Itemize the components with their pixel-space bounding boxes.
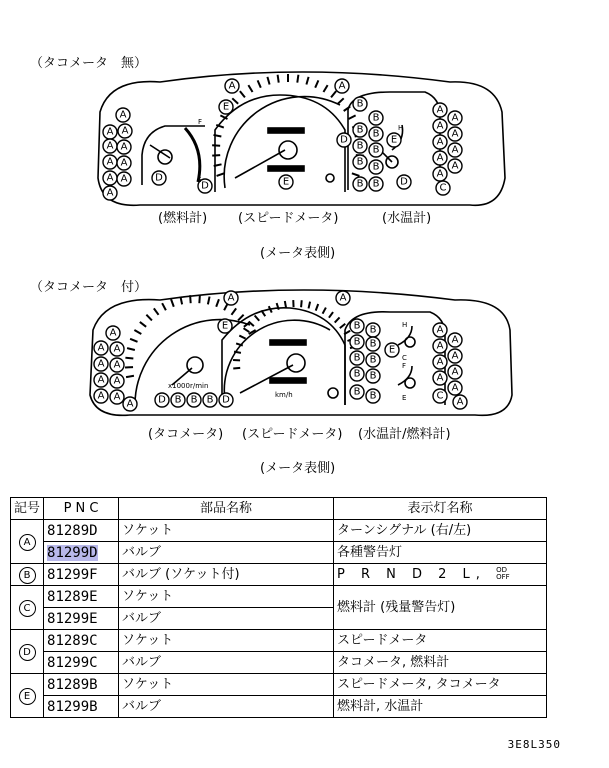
bottom-speedo-dial xyxy=(221,320,330,400)
tacho-tick xyxy=(126,376,134,377)
svg-text:A: A xyxy=(436,136,444,148)
lamp-callout-b xyxy=(369,111,383,125)
lamp-cell: スピードメータ xyxy=(334,630,547,652)
tacho-tick xyxy=(134,330,141,334)
speedometer-label: (スピードメータ) xyxy=(238,211,339,226)
speedo-tick xyxy=(232,98,238,103)
svg-text:D: D xyxy=(201,180,209,192)
speedo-tick xyxy=(269,306,272,312)
svg-text:A: A xyxy=(119,109,127,121)
lamp-callout-a xyxy=(110,358,124,372)
lamp-callout-a xyxy=(433,135,447,149)
speedo-tick xyxy=(297,75,298,83)
lamp-callout-b xyxy=(350,335,364,349)
bottom-temp-C: C xyxy=(402,354,407,362)
speedo-tick xyxy=(278,75,279,83)
lamp-callout-a xyxy=(433,323,447,337)
lamp-callout-a xyxy=(448,365,462,379)
speedo-tick xyxy=(309,302,311,309)
speedo-tick xyxy=(267,77,269,85)
bottom-tacho-dial xyxy=(135,320,250,405)
lamp-callout-a xyxy=(448,349,462,363)
table-row xyxy=(11,630,547,652)
temp-gauge-label: (水温計) xyxy=(382,211,432,226)
svg-text:A: A xyxy=(451,350,459,362)
fuel-gauge-label: (燃料計) xyxy=(158,211,208,226)
top-fuel-F: F xyxy=(198,118,203,126)
speedo-tick xyxy=(258,80,261,87)
lamp-callout-b xyxy=(353,123,367,137)
table-row xyxy=(11,586,547,608)
lamp-callout-a xyxy=(448,111,462,125)
speedo-tick xyxy=(306,77,308,85)
tacho-tick xyxy=(190,295,191,303)
speedo-tick xyxy=(285,301,286,308)
pnc-cell: 81299F xyxy=(44,564,119,586)
svg-text:A: A xyxy=(339,292,347,304)
code-badge: D xyxy=(19,644,36,661)
lamp-callout-b xyxy=(350,367,364,381)
bottom-odometer-2 xyxy=(270,378,306,383)
svg-text:A: A xyxy=(106,140,114,152)
lamp-callout-a xyxy=(94,389,108,403)
part-cell: バルブ xyxy=(119,608,334,630)
lamp-callout-b xyxy=(350,319,364,333)
svg-text:D: D xyxy=(155,172,163,184)
top-fuel-scale xyxy=(185,128,200,182)
lamp-callout-a xyxy=(433,167,447,181)
lamp-callout-d xyxy=(155,393,169,407)
svg-text:A: A xyxy=(121,125,129,137)
svg-text:A: A xyxy=(436,168,444,180)
lamp-callout-a xyxy=(103,171,117,185)
svg-text:A: A xyxy=(436,152,444,164)
svg-text:A: A xyxy=(451,112,459,124)
lamp-callout-b xyxy=(187,393,201,407)
pnc-cell-highlighted[interactable]: 81299D xyxy=(47,544,98,561)
part-cell: バルブ (ソケット付) xyxy=(119,564,334,586)
lamp-callout-b xyxy=(350,351,364,365)
lamp-callout-a xyxy=(448,333,462,347)
svg-text:A: A xyxy=(451,366,459,378)
svg-text:A: A xyxy=(106,156,114,168)
pnc-cell: 81299C xyxy=(44,652,119,674)
svg-text:A: A xyxy=(113,391,121,403)
svg-text:B: B xyxy=(356,98,364,110)
lamp-callout-a xyxy=(225,79,239,93)
svg-text:B: B xyxy=(356,178,364,190)
svg-text:A: A xyxy=(97,390,105,402)
lamp-callout-a xyxy=(103,186,117,200)
svg-text:B: B xyxy=(369,390,377,402)
top-odometer-2 xyxy=(268,166,304,171)
speedo-tick xyxy=(239,336,245,339)
speedo-tick xyxy=(316,304,318,311)
speedo-tick xyxy=(243,328,249,332)
tacho-tick xyxy=(231,308,236,314)
table-row xyxy=(11,652,547,674)
pnc-cell: 81289C xyxy=(44,630,119,652)
lamp-callout-b xyxy=(369,143,383,157)
top-speedo-knob xyxy=(326,174,334,182)
svg-text:B: B xyxy=(206,394,214,406)
svg-text:A: A xyxy=(436,356,444,368)
lamp-cell: 燃料計 (残量警告灯) xyxy=(334,586,547,630)
svg-text:E: E xyxy=(282,176,290,188)
svg-text:A: A xyxy=(97,374,105,386)
parts-table xyxy=(10,497,547,718)
svg-text:A: A xyxy=(106,172,114,184)
lamp-callout-b xyxy=(366,369,380,383)
svg-text:A: A xyxy=(436,324,444,336)
lamp-callout-a xyxy=(336,291,350,305)
svg-text:B: B xyxy=(353,368,361,380)
lamp-cell: タコメータ, 燃料計 xyxy=(334,652,547,674)
lamp-callout-a xyxy=(433,355,447,369)
svg-text:B: B xyxy=(372,128,380,140)
lamp-callout-b xyxy=(366,337,380,351)
lamp-cell: 各種警告灯 xyxy=(334,542,547,564)
tacho-tick xyxy=(125,358,133,359)
speedo-tick xyxy=(335,317,340,322)
speedo-tick xyxy=(217,173,225,176)
lamp-cell: ターンシグナル (右/左) xyxy=(334,520,547,542)
lamp-cell: P R N D 2 L, xyxy=(337,566,486,582)
lamp-callout-d xyxy=(219,393,233,407)
part-cell: ソケット xyxy=(119,630,334,652)
part-cell: バルブ xyxy=(119,652,334,674)
lamp-cell: 燃料計, 水温計 xyxy=(334,696,547,718)
lamp-callout-a xyxy=(433,339,447,353)
lamp-callout-a xyxy=(94,341,108,355)
tacho-tick xyxy=(130,339,137,342)
top-caption: (メータ表側) xyxy=(260,246,336,261)
svg-text:B: B xyxy=(353,352,361,364)
svg-text:B: B xyxy=(353,320,361,332)
top-speedo-needle xyxy=(235,150,285,178)
table-row xyxy=(11,564,547,586)
lamp-callout-a xyxy=(448,143,462,157)
top-temp-H: H xyxy=(398,124,404,132)
svg-text:A: A xyxy=(97,358,105,370)
speedo-tick xyxy=(248,85,252,92)
bottom-odometer-1 xyxy=(270,340,306,345)
svg-text:A: A xyxy=(436,104,444,116)
lamp-callout-a xyxy=(116,108,130,122)
svg-text:D: D xyxy=(222,394,230,406)
tacho-tick xyxy=(171,299,174,307)
lamp-callout-c xyxy=(433,389,447,403)
code-badge: B xyxy=(19,567,36,584)
lamp-callout-a xyxy=(433,151,447,165)
svg-text:A: A xyxy=(451,144,459,156)
table-row xyxy=(11,542,547,564)
lamp-callout-a xyxy=(94,357,108,371)
speedo-tick xyxy=(255,315,260,320)
svg-text:A: A xyxy=(97,342,105,354)
tacho-tick xyxy=(140,322,146,327)
svg-text:E: E xyxy=(388,344,396,356)
svg-text:A: A xyxy=(113,375,121,387)
lamp-callout-a xyxy=(123,397,137,411)
svg-text:A: A xyxy=(113,359,121,371)
lamp-callout-a xyxy=(103,155,117,169)
lamp-callout-b xyxy=(203,393,217,407)
part-cell: バルブ xyxy=(119,696,334,718)
lamp-callout-b xyxy=(171,393,185,407)
lamp-callout-b xyxy=(353,177,367,191)
pnc-cell: 81289E xyxy=(44,586,119,608)
dial-ticks xyxy=(125,74,364,377)
speedo-tick xyxy=(349,115,356,119)
svg-text:B: B xyxy=(372,161,380,173)
top-odometer-1 xyxy=(268,128,304,133)
lamp-cell: スピードメータ, タコメータ xyxy=(334,674,547,696)
bottom-fuel-hub xyxy=(405,378,415,388)
lamp-sub-off: OFF xyxy=(496,573,510,581)
bottom-tacho-hub xyxy=(187,357,203,373)
drawing-code: 3E8L350 xyxy=(507,738,561,751)
table-row xyxy=(11,520,547,542)
lamp-callout-a xyxy=(103,139,117,153)
svg-text:B: B xyxy=(356,140,364,152)
tacho-tick xyxy=(154,308,159,314)
bottom-temp-H: H xyxy=(402,321,408,329)
svg-text:B: B xyxy=(356,156,364,168)
lamp-callout-a xyxy=(103,125,117,139)
lamp-callout-c xyxy=(436,181,450,195)
lamp-callout-d xyxy=(152,171,166,185)
lamp-callout-a xyxy=(433,371,447,385)
svg-text:B: B xyxy=(369,338,377,350)
lamp-callout-a xyxy=(117,172,131,186)
code-badge: E xyxy=(19,688,36,705)
svg-text:D: D xyxy=(340,134,348,146)
svg-text:B: B xyxy=(372,144,380,156)
top-fuel-dial xyxy=(142,126,205,185)
svg-text:C: C xyxy=(436,390,444,402)
svg-text:A: A xyxy=(451,334,459,346)
lamp-callout-a xyxy=(448,127,462,141)
lamp-callout-e xyxy=(387,133,401,147)
code-badge: C xyxy=(19,600,36,617)
svg-text:A: A xyxy=(456,396,464,408)
temp-fuel-label: (水温計/燃料計) xyxy=(358,427,451,442)
bottom-speedo-knob xyxy=(328,388,338,398)
svg-text:E: E xyxy=(390,134,398,146)
speedometer-label-2: (スピードメータ) xyxy=(242,427,343,442)
lamp-callout-d xyxy=(337,133,351,147)
lamp-callout-e xyxy=(218,319,232,333)
speedo-tick xyxy=(323,85,327,92)
lamp-callout-a xyxy=(110,342,124,356)
bottom-fuel-F: F xyxy=(402,362,407,370)
lamp-callout-b xyxy=(366,389,380,403)
code-badge: A xyxy=(19,534,36,551)
lamp-callout-b xyxy=(366,353,380,367)
lamp-callout-e xyxy=(385,343,399,357)
svg-text:B: B xyxy=(356,124,364,136)
lamp-callout-a xyxy=(110,374,124,388)
lamp-callout-e xyxy=(219,100,233,114)
svg-text:A: A xyxy=(436,120,444,132)
svg-text:A: A xyxy=(126,398,134,410)
lamp-callout-b xyxy=(353,155,367,169)
svg-text:D: D xyxy=(400,176,408,188)
lamp-callout-a xyxy=(335,79,349,93)
lamp-callout-e xyxy=(279,175,293,189)
part-cell: バルブ xyxy=(119,542,334,564)
part-cell: ソケット xyxy=(119,586,334,608)
lamp-callout-a xyxy=(94,373,108,387)
pnc-cell: 81299B xyxy=(44,696,119,718)
part-cell: ソケット xyxy=(119,520,334,542)
svg-text:A: A xyxy=(451,382,459,394)
lamp-callout-a xyxy=(117,156,131,170)
lamp-callout-a xyxy=(224,291,238,305)
header-lamp-name: 表示灯名称 xyxy=(334,498,547,520)
pnc-cell: 81289B xyxy=(44,674,119,696)
lamp-callout-a xyxy=(433,103,447,117)
lamp-callout-a xyxy=(448,159,462,173)
lamp-callout-a xyxy=(433,119,447,133)
tacho-tick xyxy=(216,299,219,307)
speedo-tick xyxy=(323,308,326,314)
tachometer-label: (タコメータ) xyxy=(148,427,224,442)
lamp-callout-d xyxy=(397,175,411,189)
svg-text:B: B xyxy=(353,336,361,348)
pnc-cell: 81299E xyxy=(44,608,119,630)
part-cell: ソケット xyxy=(119,674,334,696)
top-title: （タコメータ 無） xyxy=(30,56,148,71)
svg-text:D: D xyxy=(158,394,166,406)
header-pnc: P N C xyxy=(44,498,119,520)
bottom-temp-hub xyxy=(405,337,415,347)
svg-text:A: A xyxy=(436,340,444,352)
tacho-tick xyxy=(162,303,166,310)
lamp-callout-b xyxy=(369,177,383,191)
speedo-tick xyxy=(301,300,302,307)
speedo-tick xyxy=(233,368,240,369)
bottom-fuel-E: E xyxy=(402,394,407,402)
svg-text:A: A xyxy=(120,173,128,185)
bottom-speedo-hub xyxy=(287,354,305,372)
svg-text:B: B xyxy=(369,354,377,366)
lamp-callout-a xyxy=(106,326,120,340)
svg-text:A: A xyxy=(106,126,114,138)
svg-text:A: A xyxy=(120,141,128,153)
lamp-sub-od: OD xyxy=(496,566,507,574)
lamp-callout-a xyxy=(110,390,124,404)
bottom-title: （タコメータ 付） xyxy=(30,280,148,295)
lamp-callout-b xyxy=(369,160,383,174)
speedo-tick xyxy=(338,98,344,103)
speedo-tick xyxy=(315,80,318,87)
lamp-callout-a xyxy=(118,124,132,138)
svg-text:A: A xyxy=(227,292,235,304)
table-row xyxy=(11,674,547,696)
svg-text:A: A xyxy=(120,157,128,169)
svg-text:B: B xyxy=(369,370,377,382)
svg-text:A: A xyxy=(228,80,236,92)
svg-text:A: A xyxy=(106,187,114,199)
svg-text:B: B xyxy=(372,112,380,124)
svg-text:B: B xyxy=(353,386,361,398)
speedo-tick xyxy=(331,91,336,97)
speedo-tick xyxy=(234,352,241,353)
table-row xyxy=(11,696,547,718)
lamp-callout-a xyxy=(453,395,467,409)
lamp-callout-b xyxy=(353,97,367,111)
speedo-tick xyxy=(212,155,220,156)
lamp-callout-a xyxy=(448,381,462,395)
svg-text:B: B xyxy=(372,178,380,190)
pnc-cell: 81289D xyxy=(44,520,119,542)
svg-text:A: A xyxy=(436,372,444,384)
svg-text:E: E xyxy=(222,101,230,113)
tacho-tick xyxy=(127,348,135,350)
header-part-name: 部品名称 xyxy=(119,498,334,520)
speedo-tick xyxy=(344,106,351,111)
tacho-tick xyxy=(199,295,200,303)
svg-text:A: A xyxy=(451,160,459,172)
speedo-tick xyxy=(240,91,245,97)
svg-text:B: B xyxy=(174,394,182,406)
table-header xyxy=(11,498,547,520)
bottom-caption: (メータ表側) xyxy=(260,461,336,476)
tacho-tick xyxy=(208,297,210,305)
svg-text:A: A xyxy=(451,128,459,140)
svg-text:B: B xyxy=(190,394,198,406)
tacho-tick xyxy=(146,315,152,321)
speedo-unit: km/h xyxy=(275,391,293,399)
lamp-callout-b xyxy=(353,139,367,153)
lamp-callout-b xyxy=(369,127,383,141)
top-fuel-E: E xyxy=(197,176,202,184)
top-speedo-hub xyxy=(279,141,297,159)
svg-text:A: A xyxy=(338,80,346,92)
lamp-callout-a xyxy=(117,140,131,154)
svg-text:C: C xyxy=(439,182,447,194)
speedo-tick xyxy=(340,324,345,328)
header-code: 記号 xyxy=(11,498,44,520)
svg-text:E: E xyxy=(221,320,229,332)
svg-text:A: A xyxy=(109,327,117,339)
lamp-callout-b xyxy=(366,323,380,337)
lamp-callout-b xyxy=(350,385,364,399)
speedo-tick xyxy=(329,312,333,318)
tacho-unit: x1000r/min xyxy=(168,382,209,390)
svg-text:A: A xyxy=(113,343,121,355)
svg-text:B: B xyxy=(369,324,377,336)
speedo-tick xyxy=(352,173,360,176)
